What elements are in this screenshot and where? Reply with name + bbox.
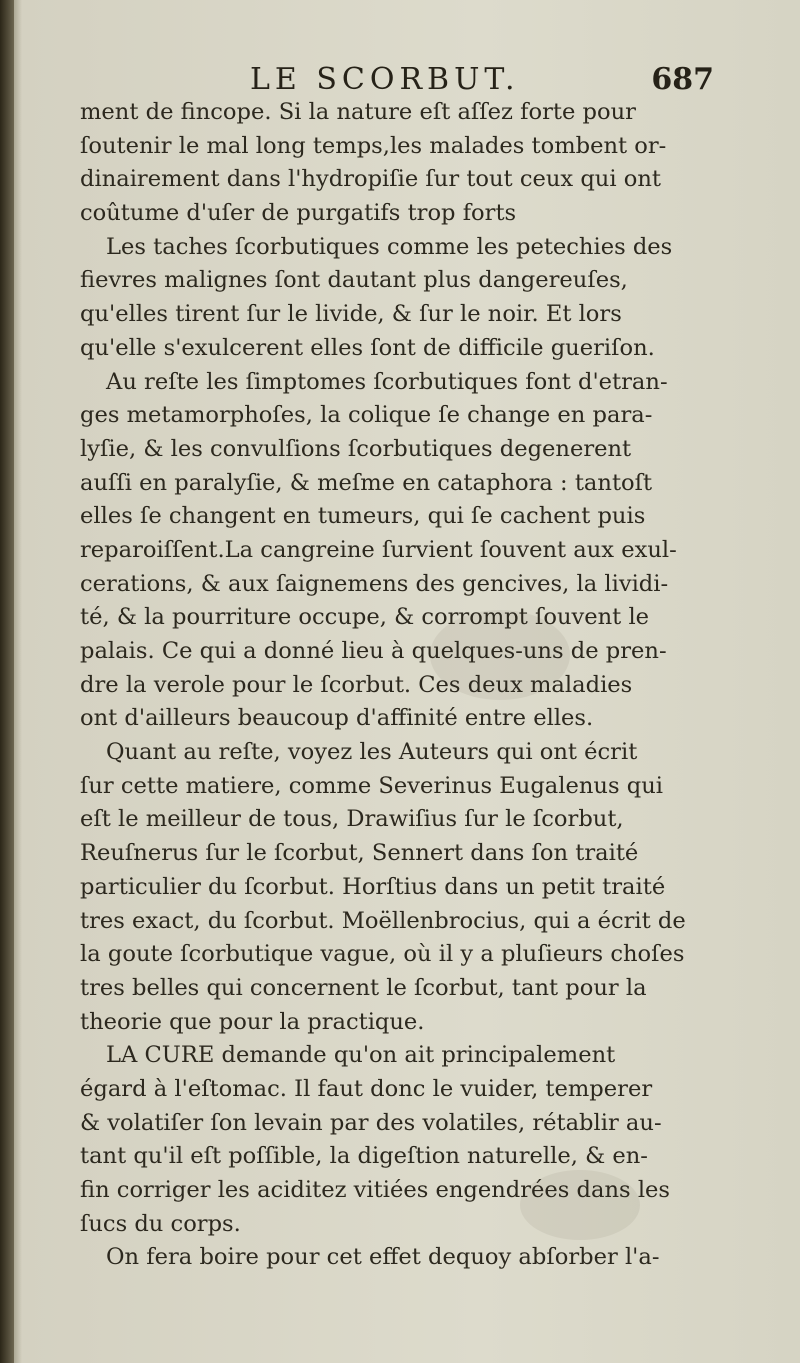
text-line: theorie que pour la practique.	[80, 1008, 425, 1035]
text-line: cerations, & aux ſaignemens des gencives, la lividi-	[80, 570, 669, 597]
text-line: dinairement dans l'hydropiſie ſur tout ceux qui ont	[80, 166, 661, 193]
text-line: té, & la pourriture occupe, & corrompt ſouvent le	[80, 604, 650, 631]
page-number: 687	[651, 62, 714, 97]
text-line: ges metamorphoſes, la colique ſe change en para-	[80, 402, 653, 429]
text-line: fin corriger les aciditez vitiées engendrées dans les	[80, 1177, 671, 1203]
text-line: tres belles qui concernent le ſcorbut, tant pour la	[80, 974, 647, 1001]
text-line: fievres malignes ſont dautant plus dangereuſes,	[80, 267, 628, 294]
text-line: Reuſnerus ſur le ſcorbut, Sennert dans ſon traité	[80, 840, 639, 867]
book-spine-shadow	[0, 0, 14, 1363]
text-line: Les taches ſcorbutiques comme les petechies des	[106, 233, 673, 260]
text-line: ſucs du corps.	[80, 1210, 241, 1237]
running-head: LE SCORBUT.	[250, 62, 520, 97]
text-line: ont d'ailleurs beaucoup d'affinité entre elles.	[80, 705, 594, 732]
text-line: elles ſe changent en tumeurs, qui ſe cachent puis	[80, 503, 646, 530]
text-line: palais. Ce qui a donné lieu à quelques-uns de pren-	[80, 638, 667, 664]
text-line: ſur cette matiere, comme Severinus Eugalenus qui	[80, 772, 663, 799]
text-line: qu'elles tirent ſur le livide, & ſur le noir. Et lors	[80, 301, 622, 328]
text-line: LA CURE demande qu'on ait principalement	[106, 1042, 616, 1069]
text-line: coûtume d'uſer de purgatifs trop forts	[80, 200, 517, 227]
text-line: ment de fincope. Si la nature eſt aſſez forte pour	[80, 99, 636, 125]
text-line: Au reſte les ſimptomes ſcorbutiques font d'etran-	[106, 368, 668, 395]
text-line: Quant au reſte, voyez les Auteurs qui ont écrit	[106, 739, 638, 766]
body-text	[80, 96, 716, 1275]
text-line: tres exact, du ſcorbut. Moëllenbrocius, qui a écrit de	[80, 907, 686, 934]
text-line: la goute ſcorbutique vague, où il y a pluſieurs choſes	[80, 941, 685, 968]
text-line: particulier du ſcorbut. Horſtius dans un petit traité	[80, 873, 666, 900]
text-line: égard à l'eſtomac. Il faut donc le vuider, temperer	[80, 1075, 653, 1102]
text-line: On fera boire pour cet effet dequoy abſorber l'a-	[106, 1244, 660, 1271]
text-line: & volatiſer ſon levain par des volatiles, rétablir au-	[80, 1109, 662, 1136]
text-line: tant qu'il eſt poſſible, la digeſtion naturelle, & en-	[80, 1143, 648, 1170]
text-line: auſſi en paralyſie, & meſme en cataphora : tantoſt	[80, 469, 653, 496]
text-line: eſt le meilleur de tous, Drawiſius ſur le ſcorbut,	[80, 806, 624, 833]
text-line: ſoutenir le mal long temps,les malades tombent or-	[80, 132, 667, 159]
text-line: dre la verole pour le ſcorbut. Ces deux maladies	[80, 671, 633, 698]
text-line: lyſie, & les convulſions ſcorbutiques degenerent	[80, 435, 632, 462]
text-line: qu'elle s'exulcerent elles ſont de difficile gueriſon.	[80, 334, 655, 361]
text-line: reparoiſſent.La cangreine ſurvient ſouvent aux exul-	[80, 536, 677, 563]
